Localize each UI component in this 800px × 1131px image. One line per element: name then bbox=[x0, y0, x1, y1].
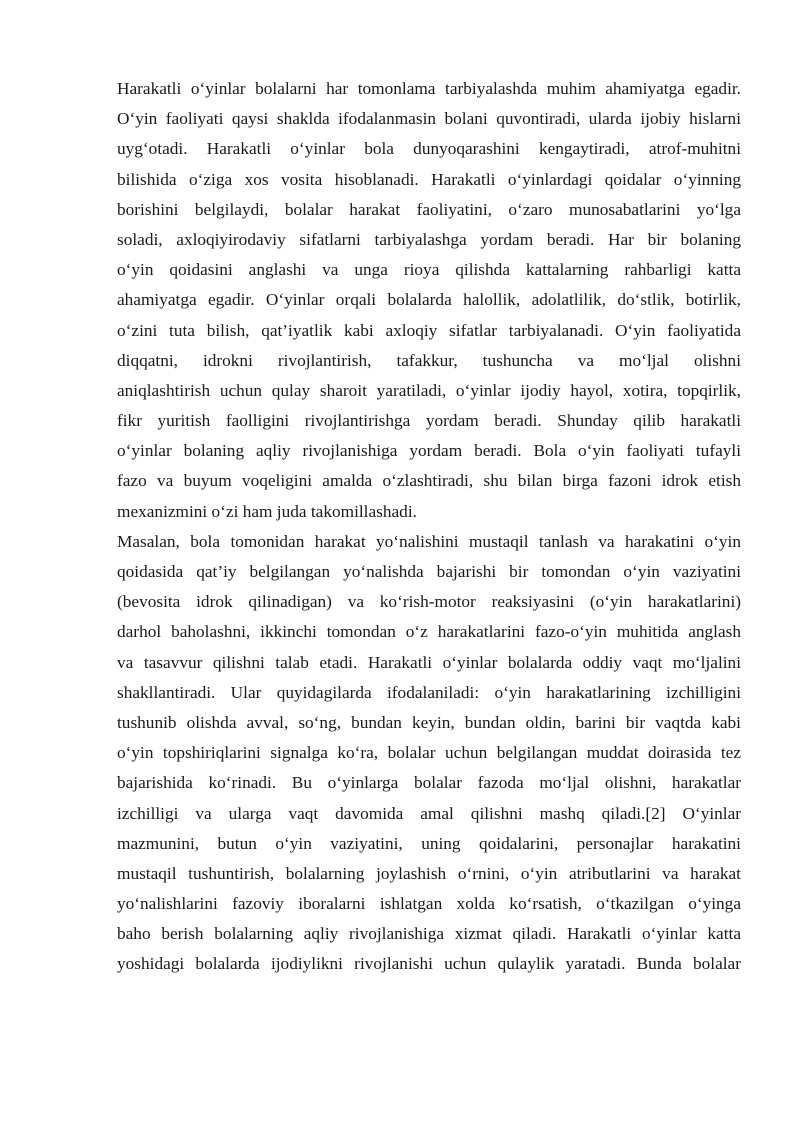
text-line: fazo va buyum voqeligini amalda o‘zlashtiradi, shu bilan birga fazoni idrok etish bbox=[117, 471, 741, 491]
text-line: soladi, axloqiyirodaviy sifatlarni tarbiyalashga yordam beradi. Har bir bolaning bbox=[117, 229, 741, 249]
text-line: (bevosita idrok qilinadigan) va ko‘rish-motor reaksiyasini (o‘yin harakatlarini) bbox=[117, 592, 741, 612]
text-line: yo‘nalishlarini fazoviy iboralarni ishlatgan xolda ko‘rsatish, o‘tkazilgan o‘yinga bbox=[117, 894, 741, 914]
paragraph-2 bbox=[117, 527, 741, 980]
paragraph-1 bbox=[117, 74, 741, 527]
text-line: borishini belgilaydi, bolalar harakat faoliyatini, o‘zaro munosabatlarini yo‘lga bbox=[117, 199, 741, 219]
text-line: tushunib olishda avval, so‘ng, bundan keyin, bundan oldin, barini bir vaqtda kabi bbox=[117, 712, 741, 732]
text-line: mazmunini, butun o‘yin vaziyatini, uning qoidalarini, personajlar harakatini bbox=[117, 833, 741, 853]
text-line: diqqatni, idrokni rivojlantirish, tafakkur, tushuncha va mo‘ljal olishni bbox=[117, 350, 741, 370]
text-line: bajarishida ko‘rinadi. Bu o‘yinlarga bolalar fazoda mo‘ljal olishni, harakatlar bbox=[117, 773, 741, 793]
text-line: o‘yin qoidasini anglashi va unga rioya qilishda kattalarning rahbarligi katta bbox=[117, 260, 741, 280]
text-line: yoshidagi bolalarda ijodiylikni rivojlanishi uchun qulaylik yaratadi. Bunda bolalar bbox=[117, 954, 741, 974]
text-line: o‘zini tuta bilish, qat’iyatlik kabi axloqiy sifatlar tarbiyalanadi. O‘yin faoliyatida bbox=[117, 320, 741, 340]
text-line: o‘yin topshiriqlarini signalga ko‘ra, bolalar uchun belgilangan muddat doirasida tez bbox=[117, 743, 741, 763]
text-line: va tasavvur qilishni talab etadi. Harakatli o‘yinlar bolalarda oddiy vaqt mo‘ljalini bbox=[117, 652, 741, 672]
text-line: darhol baholashni, ikkinchi tomondan o‘z harakatlarini fazo-o‘yin muhitida anglash bbox=[117, 622, 741, 642]
text-line: shakllantiradi. Ular quyidagilarda ifodalaniladi: o‘yin harakatlarining izchilligini bbox=[117, 682, 741, 702]
text-line: Harakatli o‘yinlar bolalarni har tomonlama tarbiyalashda muhim ahamiyatga egadir. bbox=[117, 79, 741, 98]
text-line: qoidasida qat’iy belgilangan yo‘nalishda bajarishi bir tomondan o‘yin vaziyatini bbox=[117, 562, 741, 581]
text-line: aniqlashtirish uchun qulay sharoit yaratiladi, o‘yinlar ijodiy hayol, xotira, topqirlik, bbox=[117, 380, 741, 400]
body-text bbox=[117, 74, 741, 980]
text-line: fikr yuritish faolligini rivojlantirishga yordam beradi. Shunday qilib harakatli bbox=[117, 411, 741, 431]
text-line: bilishida o‘ziga xos vosita hisoblanadi. Harakatli o‘yinlardagi qoidalar o‘yinning bbox=[117, 169, 741, 189]
text-line: Masalan, bola tomonidan harakat yo‘nalishini mustaqil tanlash va harakatini o‘yin bbox=[117, 531, 741, 551]
text-line: O‘yin faoliyati qaysi shaklda ifodalanmasin bolani quvontiradi, ularda ijobiy hislarni bbox=[117, 109, 741, 129]
text-line: uyg‘otadi. Harakatli o‘yinlar bola dunyoqarashini kengaytiradi, atrof-muhitni bbox=[117, 139, 741, 159]
text-line: mexanizmini o‘zi ham juda takomillashadi. bbox=[117, 501, 417, 521]
text-line: baho berish bolalarning aqliy rivojlanishiga xizmat qiladi. Harakatli o‘yinlar katta bbox=[117, 924, 741, 944]
text-line: mustaqil tushuntirish, bolalarning joylashish o‘rnini, o‘yin atributlarini va harakat bbox=[117, 863, 741, 883]
text-line: o‘yinlar bolaning aqliy rivojlanishiga yordam beradi. Bola o‘yin faoliyati tufayli bbox=[117, 441, 741, 461]
text-line: ahamiyatga egadir. O‘yinlar orqali bolalarda halollik, adolatlilik, do‘stlik, botirlik, bbox=[117, 290, 741, 310]
text-line: izchilligi va ularga vaqt davomida amal qilishni mashq qiladi.[2] O‘yinlar bbox=[117, 803, 741, 823]
